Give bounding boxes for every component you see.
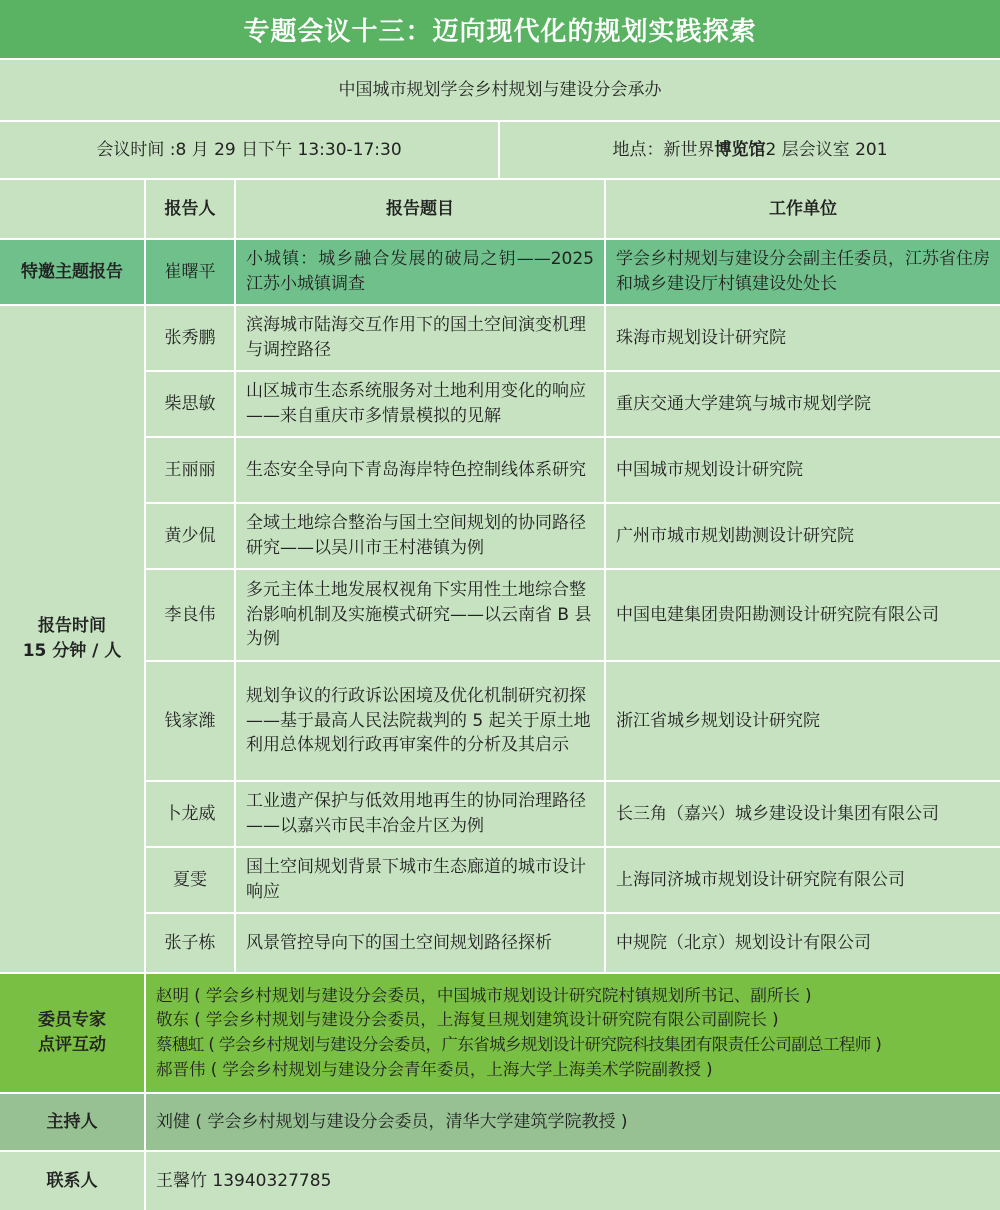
- review-row: [0, 974, 1000, 1094]
- report-topic: 工业遗产保护与低效用地再生的协同治理路径——以嘉兴市民丰冶金片区为例: [236, 782, 606, 846]
- report-unit: 长三角（嘉兴）城乡建设设计集团有限公司: [616, 803, 939, 824]
- review-members: [146, 974, 1000, 1092]
- review-label-line2: 点评互动: [38, 1035, 106, 1055]
- table-row: [146, 662, 1000, 782]
- meeting-location: [500, 122, 1000, 178]
- location-prefix: 地点：新世界: [612, 139, 715, 160]
- report-unit: 上海同济城市规划设计研究院有限公司: [616, 869, 905, 890]
- location-venue: 博览馆: [714, 139, 766, 160]
- contact-value: 王馨竹 13940327785: [156, 1170, 332, 1191]
- keynote-topic: 小城镇：城乡融合发展的破局之钥——2025 江苏小城镇调查: [236, 240, 606, 304]
- header-unit: 工作单位: [769, 198, 837, 219]
- report-section: [0, 306, 1000, 974]
- report-list: [146, 306, 1000, 972]
- table-row: [146, 438, 1000, 504]
- organizer-text: 中国城市规划学会乡村规划与建设分会承办: [338, 79, 662, 100]
- review-member: 郝晋伟 ( 学会乡村规划与建设分会青年委员，上海大学上海美术学院副教授 ): [156, 1059, 713, 1079]
- report-time-label: [0, 306, 146, 972]
- table-row: [146, 570, 1000, 662]
- host-row: [0, 1094, 1000, 1152]
- review-member: 蔡穗虹 ( 学会乡村规划与建设分会委员，广东省城乡规划设计研究院科技集团有限责任公司副总工程师 ): [156, 1035, 882, 1054]
- report-unit: 重庆交通大学建筑与城市规划学院: [616, 393, 871, 414]
- report-topic: 规划争议的行政诉讼困境及优化机制研究初探——基于最高人民法院裁判的 5 起关于原土地利用总体规划行政再审案件的分析及其启示: [236, 662, 606, 780]
- report-speaker: 卜龙威: [146, 782, 236, 846]
- report-topic: 生态安全导向下青岛海岸特色控制线体系研究: [236, 438, 606, 502]
- report-speaker: 钱家潍: [146, 662, 236, 780]
- time-location-row: [0, 122, 1000, 180]
- report-speaker: 李良伟: [146, 570, 236, 660]
- header-topic: 报告题目: [236, 180, 606, 238]
- report-topic: 山区城市生态系统服务对土地利用变化的响应——来自重庆市多情景模拟的见解: [236, 372, 606, 436]
- page-title: 专题会议十三：迈向现代化的规划实践探索: [0, 0, 1000, 60]
- table-header-row: [0, 180, 1000, 240]
- report-topic: 滨海城市陆海交互作用下的国土空间演变机理与调控路径: [236, 306, 606, 370]
- review-label-line1: 委员专家: [38, 1010, 106, 1031]
- report-unit: 中国电建集团贵阳勘测设计研究院有限公司: [616, 604, 939, 625]
- location-suffix: 2 层会议室 201: [765, 139, 888, 160]
- report-topic: 国土空间规划背景下城市生态廊道的城市设计响应: [236, 848, 606, 912]
- review-member: 赵明 ( 学会乡村规划与建设分会委员，中国城市规划设计研究院村镇规划所书记、副所长 ): [156, 985, 812, 1005]
- table-row: [146, 848, 1000, 914]
- table-row: [146, 504, 1000, 570]
- report-unit: 中国城市规划设计研究院: [616, 459, 803, 480]
- report-speaker: 张子栋: [146, 914, 236, 972]
- review-label: [0, 974, 146, 1092]
- keynote-row: [0, 240, 1000, 306]
- report-topic: 风景管控导向下的国土空间规划路径探析: [236, 914, 606, 972]
- report-speaker: 柴思敏: [146, 372, 236, 436]
- table-row: [146, 372, 1000, 438]
- table-row: [146, 782, 1000, 848]
- contact-row: [0, 1152, 1000, 1210]
- keynote-label: 特邀主题报告: [0, 240, 146, 304]
- report-unit: 中规院（北京）规划设计有限公司: [616, 932, 871, 953]
- header-speaker: 报告人: [146, 180, 236, 238]
- report-time-line1: 报告时间: [38, 615, 106, 636]
- report-unit: 浙江省城乡规划设计研究院: [616, 710, 820, 731]
- report-speaker: 夏雯: [146, 848, 236, 912]
- report-unit: 珠海市规划设计研究院: [616, 327, 786, 348]
- report-unit: 广州市城市规划勘测设计研究院: [616, 525, 854, 546]
- host-label: 主持人: [0, 1094, 146, 1150]
- table-row: [146, 914, 1000, 972]
- report-time-line2: 15 分钟 / 人: [22, 641, 122, 661]
- report-speaker: 张秀鹏: [146, 306, 236, 370]
- report-speaker: 黄少侃: [146, 504, 236, 568]
- review-member: 敬东 ( 学会乡村规划与建设分会委员，上海复旦规划建筑设计研究院有限公司副院长 ): [156, 1010, 779, 1030]
- report-speaker: 王丽丽: [146, 438, 236, 502]
- table-row: [146, 306, 1000, 372]
- report-topic: 全域土地综合整治与国土空间规划的协同路径研究——以吴川市王村港镇为例: [236, 504, 606, 568]
- header-blank: [0, 180, 146, 238]
- host-value: 刘健 ( 学会乡村规划与建设分会委员，清华大学建筑学院教授 ): [156, 1111, 628, 1132]
- meeting-time: 会议时间 :8 月 29 日下午 13:30-17:30: [0, 122, 500, 178]
- organizer-row: [0, 60, 1000, 122]
- report-topic: 多元主体土地发展权视角下实用性土地综合整治影响机制及实施模式研究——以云南省 B 县为例: [236, 570, 606, 660]
- keynote-speaker: 崔曙平: [146, 240, 236, 304]
- contact-label: 联系人: [0, 1152, 146, 1210]
- keynote-unit: 学会乡村规划与建设分会副主任委员，江苏省住房和城乡建设厅村镇建设处处长: [616, 249, 990, 294]
